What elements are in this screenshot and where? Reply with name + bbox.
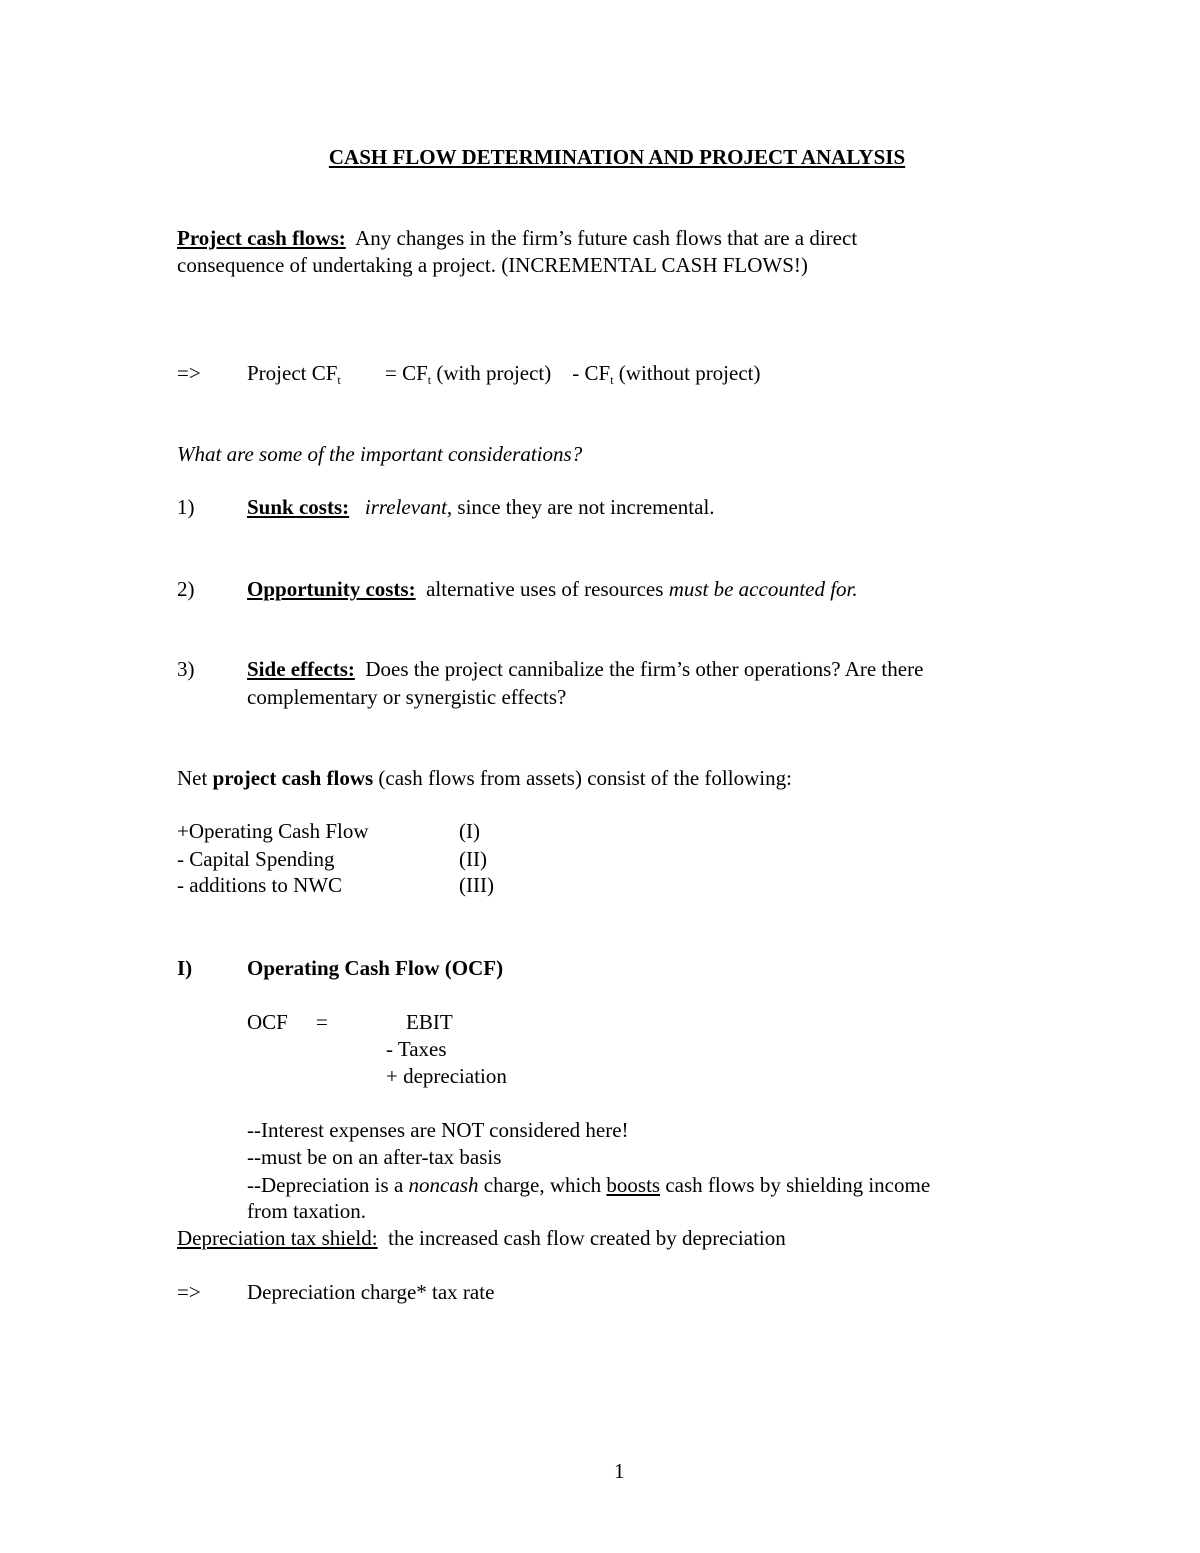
tax-shield-arrow: => [177,1280,201,1304]
component-label: - Capital Spending [177,847,335,871]
consideration-opportunity-costs: Opportunity costs: alternative uses of resources must be accounted for. [247,577,858,601]
formula-rhs: = $CF_t$ (with project) - $CF_t$ (without project) [385,361,761,387]
ocf-heading: Operating Cash Flow (OCF) [247,956,504,980]
ocf-equals: = [316,1010,328,1034]
page-number: 1 [614,1459,625,1483]
ocf-section-number: I) [177,956,193,980]
consideration-side-effects: Side effects: Does the project cannibalize the firm’s other operations? Are there [247,657,924,681]
component-label: +Operating Cash Flow [177,819,369,843]
ocf-lhs: OCF [247,1010,288,1034]
tax-shield-definition: Depreciation tax shield: the increased cash flow created by depreciation [177,1226,786,1250]
net-cash-flows-intro: Net project cash flows (cash flows from assets) consist of the following: [177,766,792,790]
ocf-depreciation: + depreciation [386,1064,507,1088]
considerations-question: What are some of the important considerations? [177,442,583,466]
ocf-taxes: - Taxes [386,1037,447,1061]
tax-shield-formula: Depreciation charge* tax rate [247,1280,495,1304]
component-label: - additions to NWC [177,873,343,897]
ocf-note-depreciation-line-2: from taxation. [247,1199,366,1223]
ocf-note-after-tax: --must be on an after-tax basis [247,1145,502,1169]
consideration-side-effects-line-2: complementary or synergistic effects? [247,685,567,709]
ocf-note-interest: --Interest expenses are NOT considered here! [247,1118,629,1142]
definition-line-1 [177,225,857,252]
component-number: (I) [459,819,480,843]
consideration-number: 2) [177,577,195,601]
definition-text-2: consequence of undertaking a project. (INCREMENTAL CASH FLOWS!) [177,253,808,277]
page-title: CASH FLOW DETERMINATION AND PROJECT ANALYSIS [328,145,906,169]
formula-arrow: => [177,361,201,385]
consideration-sunk-costs: Sunk costs: irrelevant, since they are not incremental. [247,495,715,519]
definition-term: Project cash flows: [177,226,346,250]
definition-text-1: Any changes in the firm’s future cash flows that are a direct [355,226,858,250]
consideration-number: 3) [177,657,195,681]
formula-lhs: Project $CF_t$ [247,361,341,387]
consideration-number: 1) [177,495,195,519]
ocf-ebit: EBIT [406,1010,453,1034]
component-number: (II) [459,847,487,871]
component-number: (III) [459,873,494,897]
ocf-note-depreciation: --Depreciation is a noncash charge, which boosts cash flows by shielding income [247,1173,931,1197]
